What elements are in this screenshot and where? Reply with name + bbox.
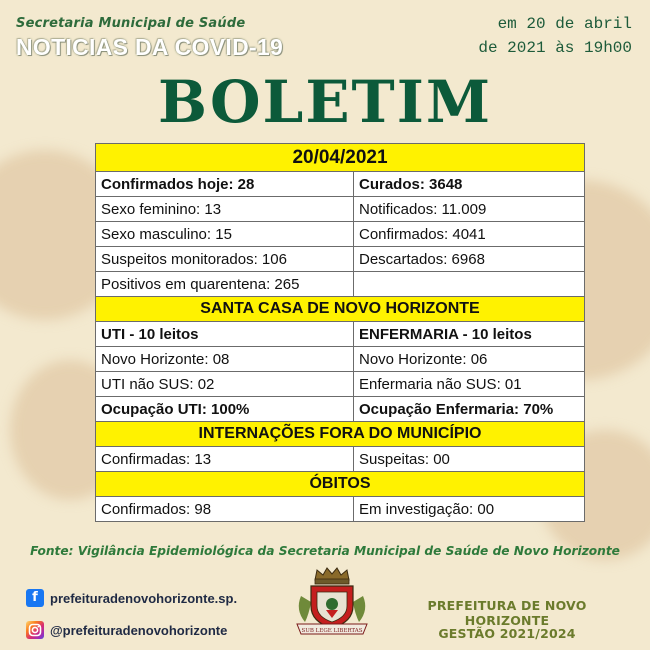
enfermaria-novo-horizonte: Novo Horizonte: 06 (354, 347, 585, 372)
date-line-2: de 2021 às 19h00 (478, 39, 632, 57)
facebook-link[interactable] (26, 589, 237, 607)
uti-nao-sus: UTI não SUS: 02 (96, 372, 354, 397)
obitos-header: ÓBITOS (96, 472, 585, 497)
enfermaria-leitos: ENFERMARIA - 10 leitos (354, 322, 585, 347)
table-row (96, 272, 585, 297)
boletim-date: 20/04/2021 (96, 144, 585, 172)
suspeitos-monitorados: Suspeitos monitorados: 106 (96, 247, 354, 272)
ocupacao-uti: Ocupação UTI: 100% (96, 397, 354, 422)
internacoes-header: INTERNAÇÕES FORA DO MUNICÍPIO (96, 422, 585, 447)
table-row (96, 197, 585, 222)
crest-motto: SUB LEGE LIBERTAS (301, 628, 363, 634)
table-row (96, 322, 585, 347)
enfermaria-nao-sus: Enfermaria não SUS: 01 (354, 372, 585, 397)
source-note: Fonte: Vigilância Epidemiológica da Secretaria Municipal de Saúde de Novo Horizonte (30, 544, 620, 558)
publication-date (478, 12, 632, 60)
confirmados-total: Confirmados: 4041 (354, 222, 585, 247)
confirmados-hoje: Confirmados hoje: 28 (96, 172, 354, 197)
facebook-handle: prefeituradenovohorizonte.sp. (50, 590, 238, 606)
empty-cell (354, 272, 585, 297)
table-row (96, 347, 585, 372)
noticias-title: NOTICIAS DA COVID-19 (16, 34, 284, 60)
table-row (96, 372, 585, 397)
date-line-1: em 20 de abril (497, 15, 632, 33)
table-row (96, 172, 585, 197)
descartados: Descartados: 6968 (354, 247, 585, 272)
uti-leitos: UTI - 10 leitos (96, 322, 354, 347)
table-row (96, 397, 585, 422)
sexo-feminino: Sexo feminino: 13 (96, 197, 354, 222)
header-left (16, 16, 283, 61)
internacoes-suspeitas: Suspeitas: 00 (354, 447, 585, 472)
instagram-handle: @prefeituradenovohorizonte (50, 622, 228, 638)
boletim-table (95, 143, 585, 522)
notificados: Notificados: 11.009 (354, 197, 585, 222)
ocupacao-enfermaria: Ocupação Enfermaria: 70% (354, 397, 585, 422)
table-row (96, 247, 585, 272)
table-row (96, 497, 585, 522)
obitos-confirmados: Confirmados: 98 (96, 497, 354, 522)
internacoes-confirmadas: Confirmadas: 13 (96, 447, 354, 472)
instagram-link[interactable] (26, 621, 227, 639)
facebook-icon: f (26, 589, 44, 607)
sexo-masculino: Sexo masculino: 15 (96, 222, 354, 247)
prefeitura-label: PREFEITURA DE NOVO HORIZONTE (427, 598, 587, 628)
instagram-icon (26, 621, 44, 639)
positivos-quarentena: Positivos em quarentena: 265 (96, 272, 354, 297)
coat-of-arms-icon (293, 566, 371, 640)
secretaria-label: Secretaria Municipal de Saúde (16, 16, 246, 31)
santa-casa-header: SANTA CASA DE NOVO HORIZONTE (96, 297, 585, 322)
table-row (96, 222, 585, 247)
uti-novo-horizonte: Novo Horizonte: 08 (96, 347, 354, 372)
gestao-label: GESTÃO 2021/2024 (438, 626, 576, 641)
table-row (96, 447, 585, 472)
curados: Curados: 3648 (354, 172, 585, 197)
page-title: BOLETIM (157, 68, 493, 136)
obitos-investigacao: Em investigação: 00 (354, 497, 585, 522)
